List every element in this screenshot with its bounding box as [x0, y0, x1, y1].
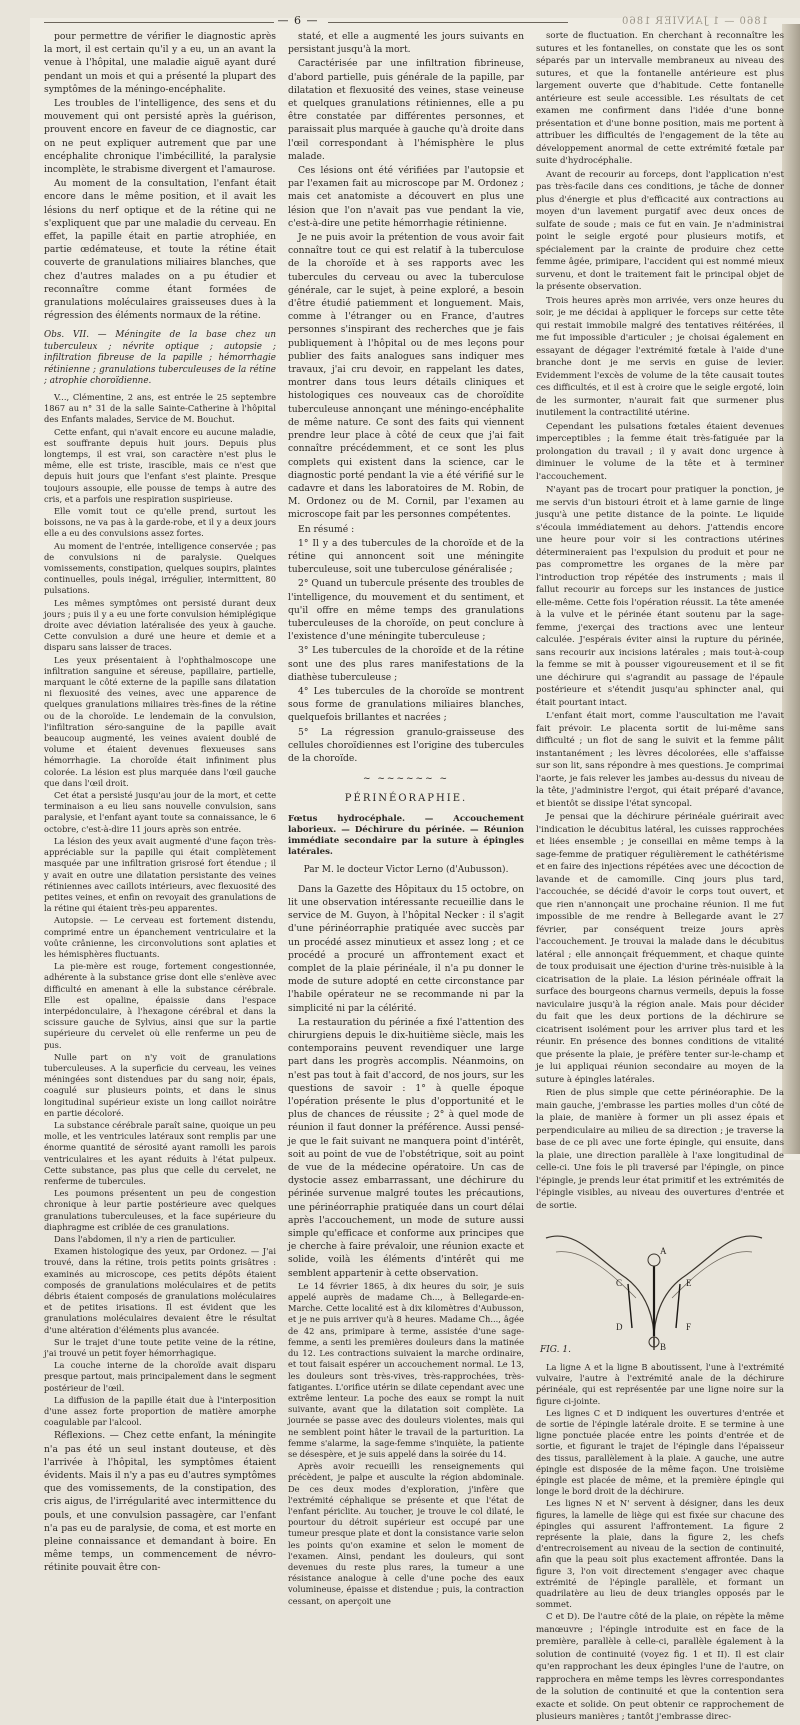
paragraph: Au moment de la consultation, l'enfant était encore dans le même position, et il avait les lésions du nerf optique et de la rétine qui ne s'expliquent que par une maladie du cerveau. En effet, la papille était en partie atrophiée, en partie œdémateuse, et toute la rétine était couverte de granulations miliaires blanches, que chez d'autres malades on a pu étudier et reconnaître comme étant formées de granulations moléculaires graisseuses dues à la régression des éléments normaux de la rétine.: [44, 178, 276, 322]
paragraph: Les poumons présentent un peu de congestion chronique à leur partie postérieure avec quelques granulations tuberculeuses, et la face supérieure du diaphragme est criblée de ces granulations.: [44, 1188, 276, 1232]
paragraph: 5° La régression granulo-graisseuse des cellules choroïdiennes est l'origine des tubercules de la choroïde.: [288, 726, 524, 764]
paragraph: Les troubles de l'intelligence, des sens et du mouvement qui ont persisté après la guérison, prouvent encore en faveur de ce diagnostic, car on ne peut expliquer autrement que par une encéphalite chronique l'imbécillité, la paralysie incomplète, le strabisme divergent et l'amaurose.: [44, 98, 276, 176]
paragraph: sorte de fluctuation. En cherchant à reconnaître les sutures et les fontanelles, on constate que les os sont séparés par un intervalle membraneux au niveau des sutures, et que la fontanelle antérieure est plus largement ouverte que d'habitude. Cette fontanelle antérieure est seule accessible. Les résultats de cet examen me confirment dans l'idée d'une bonne présentation et d'une bonne position, mais me portent à attribuer les difficultés de l'engagement de la tête au développement anormal de cette extrémité fœtale par suite d'hydrocéphalie.: [536, 31, 784, 166]
paragraph: N'ayant pas de trocart pour pratiquer la ponction, je me servis d'un bistouri étroit et à lame garnie de linge jusqu'à une petite distance de la pointe. Le liquide s'écoula immédiatement au dehors. J'attendis encore une heure pour voir si les contractions utérines détermineraient pas l'expulsion du produit et pour ne pas compromettre les organes de la mère par l'introduction trop répétée des instruments ; mais il fallut recourir au forceps sur les instances de justice elle-même. Cette fois l'opération réussit. La tête amenée à la vulve et le périnée étant soutenu par la sage-femme, j'exerçai des tractions avec une lenteur calculée. J'espérais éviter ainsi la rupture du périnée, sans recourir aux incisions latérales ; mais tout-à-coup la femme se mit à pousser vigoureusement et il se fit une déchirure qui s'agrandit au passage de l'épaule postérieure et s'étendit jusqu'au sphincter anal, qui était pourtant intact.: [536, 485, 784, 708]
page-number: — 6 —: [277, 14, 319, 27]
paragraph: La restauration du périnée a fixé l'attention des chirurgiens depuis le dix-huitième siècle, mais les contemporains peuvent revendiquer une large part dans les progrès accomplis. Néanmoins, on n'est pas tout à fait d'accord, de nos jours, sur les questions de savoir : 1° à quelle époque l'opération présente le plus d'opportunité et le plus de chances de réussite ; 2° à quel mode de réunion il faut donner la préférence. Aussi pensé-je que le fait suivant ne manquera point d'intérêt, soit au point de vue de l'obstétrique, soit au point de vue de la médecine opératoire. Un cas de dystocie assez embarrassant, une déchirure du périnée survenue malgré toutes les précautions, une périnéorraphie pratiquée dans un court délai après l'accouchement, un mode de suture aussi simple qu'efficace et conforme aux principes que je cherche à faire prévaloir, une réunion exacte et solide, voilà les éléments d'intérêt qui me semblent appartenir à cette observation.: [288, 1016, 524, 1279]
paragraph: V..., Clémentine, 2 ans, est entrée le 25 septembre 1867 au n° 31 de la salle Sainte-Catherine à l'hôpital des Enfants malades, Service de M. Bouchut.: [44, 391, 276, 425]
paragraph: La couche interne de la choroïde avait disparu presque partout, mais principalement dans le segment postérieur de l'œil.: [44, 1360, 276, 1393]
paragraph: 2° Quand un tubercule présente des troubles de l'intelligence, du mouvement et du sentiment, et qu'il offre en même temps des granulations tuberculeuses de la choroïde, on peut conclure à l'existence d'une méningite tuberculeuse ;: [288, 578, 524, 643]
svg-text:E: E: [686, 1278, 692, 1288]
paragraph: Les mêmes symptômes ont persisté durant deux jours ; puis il y a eu une forte convulsion hémiplégique droite avec déviation latéralisée des yeux à gauche. Cette convulsion a duré une heure et demie et a disparu sans laisser de traces.: [44, 597, 276, 653]
page-header: [28, 14, 788, 26]
vulvar-end: [648, 1254, 660, 1266]
paragraph: La substance cérébrale paraît saine, quoique un peu molle, et les ventricules latéraux sont remplis par une énorme quantité de sérosité ayant ramolli les parois ventriculaires et les ayant réduits à l'état pulpeux. Cette substance, pas plus que celle du cervelet, ne renferme de tubercules.: [44, 1119, 276, 1186]
figure-1: [536, 1218, 772, 1358]
paragraph: La lésion des yeux avait augmenté d'une façon très-appréciable sur la papille qui était complètement masquée par une infiltration grisrosé fort étendue ; il y avait en outre une dilatation persistante des veines rétiniennes avec caillots intérieurs, avec flexuosité des petites veines, et enfin on revoyait des granulations de la rétine qui étaient très-peu apparentes.: [44, 835, 276, 914]
observation-title: Obs. VII. — Méningite de la base chez un tuberculeux ; névrite optique ; autopsie ; infiltration fibreuse de la papille ; hémorrhagie rétinienne ; granulations tuberculeuses de la rétine ; atrophie choroïdienne.: [44, 330, 276, 387]
paragraph: Le 14 février 1865, à dix heures du soir, je suis appelé auprès de madame Ch..., à Bellegarde-en-Marche. Cette localité est à dix kilomètres d'Aubusson, et je ne puis arriver qu'à 8 heures. Madame Ch..., âgée de 42 ans, primipare à terme, assistée d'une sage-femme, a senti les premières douleurs dans la matinée du 12. Les contractions suivaient la marche ordinaire, et tout faisait espérer un accouchement normal. Le 13, les douleurs sont très-vives, très-rapprochées, très-fatigantes. L'orifice utérin se dilate cependant avec une extrême lenteur. La poche des eaux se rompt la nuit suivante, avant que la dilatation soit complète. La journée se passe avec des douleurs violentes, mais qui ne semblent point hâter le travail de la parturition. La femme s'alarme, la sage-femme s'inquiète, la patiente se désespère, et je suis appelé dans la soirée du 14.: [288, 1280, 524, 1459]
paragraph: Examen histologique des yeux, par Ordonez. — J'ai trouvé, dans la rétine, trois petits points grisâtres : examinés au microscope, ces petits dépôts étaient composés de granulations moléculaires et de petits débris étaient composés de granulations moléculaires et de petites irisations. Il est évident que les granulations moléculaires devaient être le résultat d'une altération d'éléments plus avancée.: [44, 1246, 276, 1335]
figure-caption: [536, 1362, 784, 1610]
article-title: Fœtus hydrocéphale. — Accouchement laborieux. — Déchirure du périnée. — Réunion immédiate secondaire par la suture à épingles latérales.: [288, 813, 524, 857]
paragraph: Après avoir recueilli les renseignements qui précèdent, je palpe et ausculte la région abdominale. De ces deux modes d'exploration, j'infère que l'extrémité céphalique se présente et que l'état de l'enfant périclite. Au toucher, je trouve le col dilaté, le pourtour du détroit supérieur est occupé par une tumeur presque plate et dont la consistance varie selon les points qu'on examine et selon le moment de l'examen. Ainsi, pendant les douleurs, qui sont devenues du reste plus rares, la tumeur a une résistance analogue à celle d'une poche des eaux volumineuse, épaisse et distendue ; puis, la contraction cessant, on aperçoit une: [288, 1461, 524, 1606]
page-edge-shadow: [782, 24, 800, 1154]
paragraph: L'enfant était mort, comme l'auscultation me l'avait fait prévoir. Le placenta sortit de lui-même sans difficulté ; un flot de sang le suivit et la femme pâlit instantanément ; les lèvres décolorées, elle s'affaisse sur son lit, sans répondre à mes questions. Je comprimai l'aorte, je fais relever les jambes au-dessus du niveau de la tête, j'administre l'ergot, qui était préparé d'avance, et bientôt se dissipe l'état syncopal.: [536, 711, 784, 809]
paragraph: Dans la Gazette des Hôpitaux du 15 octobre, on lit une observation intéressante recueillie dans le service de M. Guyon, à l'hôpital Necker : il s'agit d'une périnéorraphie pratiquée avec succès par un procédé assez minutieux et assez long ; et ce procédé a procuré un affrontement exact et complet de la plaie périnéale, il n'a pu donner le mode de suture adopté en cette circonstance par l'habile opérateur ne se recommande ni par la simplicité ni par la célérité.: [288, 883, 524, 1014]
paragraph: C et D). De l'autre côté de la plaie, on répète la même manœuvre ; l'épingle introduite est en face de la première, parallèle à celle-ci, parallèle également à la solution de continuité (voyez fig. 1 et II). Il est clair qu'en rapprochant les deux épingles l'une de l'autre, on rapprochera en même temps les lèvres correspondantes de la solution de continuité et que la contention sera exacte et solide. On peut obtenir ce rapprochement de plusieurs manières ; tantôt j'embrasse direc-: [536, 1612, 784, 1723]
bleed-through-text: 1860 — 1 JANVIER 1860: [621, 16, 768, 27]
perineum-illustration: [536, 1218, 772, 1358]
svg-text:B: B: [660, 1342, 667, 1352]
right-thigh-outline: [654, 1236, 762, 1350]
section-separator: ~ ~~~~~~ ~: [362, 774, 450, 785]
paragraph: Cet état a persisté jusqu'au jour de la mort, et cette terminaison a eu lieu sans nouvelle convulsion, sans paralysie, et l'enfant ayant toute sa connaissance, le 6 octobre, c'est-à-dire 11 jours après son entrée.: [44, 790, 276, 834]
left-thigh-outline: [546, 1236, 654, 1350]
paragraph: Au moment de l'entrée, intelligence conservée ; pas de convulsions ni de paralysie. Quelques vomissements, constipation, quelques soupirs, plaintes continuelles, pouls inégal, irrégulier, intermittent, 80 pulsations.: [44, 540, 276, 596]
paragraph: La diffusion de la papille était due à l'interposition d'une assez forte proportion de matière amorphe coagulable par l'alcool.: [44, 1394, 276, 1428]
paragraph: Autopsie. — Le cerveau est fortement distendu, comprimé entre un épanchement ventriculaire et la voûte crânienne, les circonvolutions sont aplaties et les hémisphères fluctuants.: [44, 915, 276, 959]
svg-text:A: A: [660, 1246, 667, 1256]
paragraph: Avant de recourir au forceps, dont l'application n'est pas très-facile dans ces conditions, je tâche de donner plus d'énergie et plus d'efficacité aux contractions au moyen d'un lavement purgatif avec deux onces de sulfate de soude ; mais ce fut en vain. Je n'administrai point le seigle ergoté pour plusieurs motifs, et spécialement par la crainte de produire chez cette femme âgée, primipare, l'accident qui est nommé mieux survenu, et dont le traitement fait le principal objet de la présente observation.: [536, 169, 784, 292]
paragraph: Ces lésions ont été vérifiées par l'autopsie et par l'examen fait au microscope par M. Ordonez ; mais cet anatomiste a découvert en plus une lésion que l'on n'avait pas vue pendant la vie, c'est-à-dire une petite hémorrhagie rétinienne.: [288, 165, 524, 229]
byline: Par M. le docteur Victor Lerno (d'Aubusson).: [303, 864, 509, 875]
column-middle: [288, 30, 524, 1608]
observation-body: [44, 392, 276, 1428]
caption-paragraph: Les lignes N et N' servent à désigner, dans les deux figures, la lamelle de liège qui est fixée sur chacune des épingles qui assurent l'affrontement. La figure 2 représente la plaie, dans la figure 2, les chefs d'entrecroisement au niveau de la section de continuité, afin que la peau soit plus exactement affrontée. Dans la figure 3, l'on voit directement s'engager avec chaque extrémité de l'épingle parallèle, et formant un quadrilatère au lieu de deux triangles opposés par le sommet.: [536, 1498, 784, 1610]
paragraph: Les yeux présentaient à l'ophthalmoscope une infiltration sanguine et séreuse, papillaire, partielle, marquant le côté externe de la papille sans dilatation ni flexuosité des veines, avec une apparence de quelques granulations miliaires très-fines de la rétine ou de la choroïde. Le lendemain de la convulsion, l'infiltration séro-sanguine de la papille avait beaucoup augmenté, les veines avaient doublé de volume et étaient devenues flexueuses sans hémorrhagie. La choroïde était infiniment plus colorée. La lésion est plus marquée dans l'œil gauche que dans l'œil droit.: [44, 654, 276, 788]
header-rule-right: [328, 22, 568, 23]
column-right: [536, 30, 784, 1725]
paragraph: 4° Les tubercules de la choroïde se montrent sous forme de granulations miliaires blanches, quelquefois brillantes et nacrées ;: [288, 685, 524, 724]
paragraph: Elle vomit tout ce qu'elle prend, surtout les boissons, ne va pas à la garde-robe, et il y a deux jours elle a eu des convulsions assez fortes.: [44, 506, 276, 539]
paragraph: Caractérisée par une infiltration fibrineuse, d'abord partielle, puis générale de la papille, par dilatation et flexuosité des veines, stase veineuse et quelques granulations rétiniennes, elle a pu être constatée par différentes personnes, et paraissait plus marquée à gauche qu'à droite dans l'œil correspondant à l'hémisphère le plus malade.: [288, 58, 524, 162]
case-body: [288, 1281, 524, 1607]
svg-text:F: F: [686, 1322, 692, 1332]
paragraph: Je pensai que la déchirure périnéale guérirait avec l'indication le décubitus latéral, les cuisses rapprochées et liées ensemble ; je conseillai en même temps à la sage-femme de pratiquer régulièrement le cathétérisme et en faire des injections répétées avec une décoction de lavande et de camomille. Cinq jours plus tard, l'accouchée, se décidé d'avoir le corps tout ouvert, et que rien n'annonçait une prochaine réunion. Il me fut impossible de me rendre à Bellegarde avant le 27 février, par conséquent treize jours après l'accouchement. Je trouvai la malade dans le décubitus latéral ; elle annonçait fréquemment, et chaque quinte de toux produisait une éjection d'urine très-nuisible à la cicatrisation de la plaie. La lésion périnéale offrait la surface des bourgeons charnus vermeils, depuis la fosse naviculaire jusqu'à la région anale. Mais pour décider du fait que les deux portions de la déchirure se cicatrisent isolément pour les arriver plus tard et les réunir. En présence des bonnes conditions de vitalité que présente la plaie, je préfère tenter sur-le-champ et je lui appliquai réunion secondaire au moyen de la suture à épingles latérales.: [536, 812, 784, 1085]
paragraph: En résumé :: [298, 523, 355, 535]
paragraph: staté, et elle a augmenté les jours suivants en persistant jusqu'à la mort.: [288, 31, 524, 56]
paragraph: Nulle part on n'y voit de granulations tuberculeuses. A la superficie du cerveau, les veines méningées sont distendues par du sang noir, épais, coagulé sur plusieurs points, et dans le sinus longitudinal supérieur existe un long caillot noirâtre en partie décoloré.: [44, 1051, 276, 1118]
svg-text:C: C: [616, 1278, 623, 1288]
paragraph: La pie-mère est rouge, fortement congestionnée, adhérente à la substance grise dont elle s'enlève avec difficulté en amenant à elle la substance cérébrale. Elle est opaline, épaissie dans l'espace interpédonculaire, à l'hexagone cérébral et dans la scissure gauche de Sylvius, ainsi que sur la partie supérieure du cervelet où elle renferme un peu de pus.: [44, 961, 276, 1050]
paragraph: Rien de plus simple que cette périnéoraphie. De la main gauche, j'embrasse les parties molles d'un côté de la plaie, de manière à former un pli assez épais et perpendiculaire au milieu de sa direction ; je traverse la base de ce pli avec une forte épingle, qui ensuite, dans la plaie, une direction parallèle à l'axe longitudinal de celle-ci. Une fois le pli traversé par l'épingle, on pince l'épingle, je prends leur état primitif et les extrémités de l'épingle visibles, au niveau des ouvertures d'entrée et de sortie.: [536, 1088, 784, 1211]
caption-paragraph: Les lignes C et D indiquent les ouvertures d'entrée et de sortie de l'épingle latérale droite. E se termine à une ligne ponctuée placée entre les points d'entrée et de sortie, et figurant le trajet de l'épingle dans l'épaisseur des tissus, parallèlement à la plaie. A gauche, une autre épingle est disposée de la même façon. Une troisième épingle est placée de même, et la première épingle qui longe le bord droit de la déchirure.: [536, 1407, 784, 1497]
paragraph: Je ne puis avoir la prétention de vous avoir fait connaître tout ce qui est relatif à la tuberculose de la choroïde et à ses rapports avec les tubercules du cerveau ou avec la tuberculose générale, car le sujet, à peine exploré, a besoin d'être étudié patiemment et longuement. Mais, comme à l'étranger ou en France, d'autres personnes s'inspirant des recherches que je fais publiquement à l'hôpital ou de mes leçons pour publier des faits analogues sans indiquer mes travaux, j'ai cru devoir, en rappelant les dates, montrer dans tous leurs détails cliniques et histologiques ces nouveaux cas de choroïdite tuberculeuse annonçant une méningo-encéphalite de même nature. Ce sont des faits qui viennent prendre leur place à côté de ceux que j'ai fait connaître précédemment, et ce sont les plus complets qui existent dans la science, car le diagnostic porté pendant la vie a été vérifié sur le cadavre et dans les laboratoires de M. Robin, de M. Ordonez ou de M. Cornil, par l'examen au microscope fait par les personnes compétentes.: [288, 232, 524, 521]
paragraph: Dans l'abdomen, il n'y a rien de particulier.: [54, 1234, 236, 1244]
section-heading: PÉRINÉORAPHIE.: [344, 793, 468, 805]
figure-label: FIG. 1.: [540, 1344, 571, 1355]
column-left: [44, 30, 276, 1576]
paragraph: Trois heures après mon arrivée, vers onze heures du soir, je me décidai à appliquer le forceps sur cette tête qui restait immobile malgré des tentatives réitérées, il me fut impossible d'articuler ; je choisai également en essayant de dégager l'extrémité fœtale à l'aide d'une branche dont je me servis en guise de levier. Evidemment l'excès de volume de la tête causait toutes ces difficultés, et il est à croire que le seigle ergoté, loin de les surmonter, n'aurait fait que surmener plus inutilement la contractilité utérine.: [536, 295, 784, 418]
paragraph: Cependant les pulsations fœtales étaient devenues imperceptibles ; la femme était très-fatiguée par la prolongation du travail ; il y avait donc urgence à diminuer le volume de la tête et à terminer l'accouchement.: [536, 421, 784, 482]
svg-text:D: D: [616, 1322, 623, 1332]
paragraph-reflexions: Réflexions. — Chez cette enfant, la méningite n'a pas été un seul instant douteuse, et dès l'arrivée à l'hôpital, les symptômes étaient évidents. Mais il n'y a pas eu d'autres symptômes que des vomissements, de la constipation, des cris aigus, de l'irrégularité avec intermittence du pouls, et une convulsion passagère, car l'enfant n'a pas eu de paralysie, de coma, et est morte en pleine connaissance et demandant à boire. En même temps, un commencement de névro-rétinite pouvait être con-: [44, 1430, 276, 1574]
paragraph: Sur le trajet d'une toute petite veine de la rétine, j'ai trouvé un petit foyer hémorrhagique.: [44, 1336, 276, 1359]
paragraph: 1° Il y a des tubercules de la choroïde et de la rétine qui annoncent soit une méningite tuberculeuse, soit une tuberculose généralisée ;: [288, 537, 524, 576]
paragraph: pour permettre de vérifier le diagnostic après la mort, il est certain qu'il y a eu, un an avant la venue à l'hôpital, une maladie aiguë ayant duré pendant un mois et qui a présenté la plupart des symptômes de la méningo-encéphalite.: [44, 31, 276, 95]
paragraph: 3° Les tubercules de la choroïde et de la rétine sont une des plus rares manifestations de la diathèse tuberculeuse ;: [288, 645, 524, 683]
paragraph: Cette enfant, qui n'avait encore eu aucune maladie, est souffrante depuis huit jours. Depuis plus longtemps, il est vrai, son caractère n'est plus le même, elle est triste, irascible, mais ce n'est que depuis huit jours que l'enfant s'est plainte. Presque toujours assoupie, elle pousse de temps à autre des cris, et a parfois une respiration suspirieuse.: [44, 426, 276, 504]
caption-paragraph: La ligne A et la ligne B aboutissent, l'une à l'extrémité vulvaire, l'autre à l'extrémité anale de la déchirure périnéale, qui est représentée par une ligne noire sur la figure ci-jointe.: [536, 1362, 784, 1406]
